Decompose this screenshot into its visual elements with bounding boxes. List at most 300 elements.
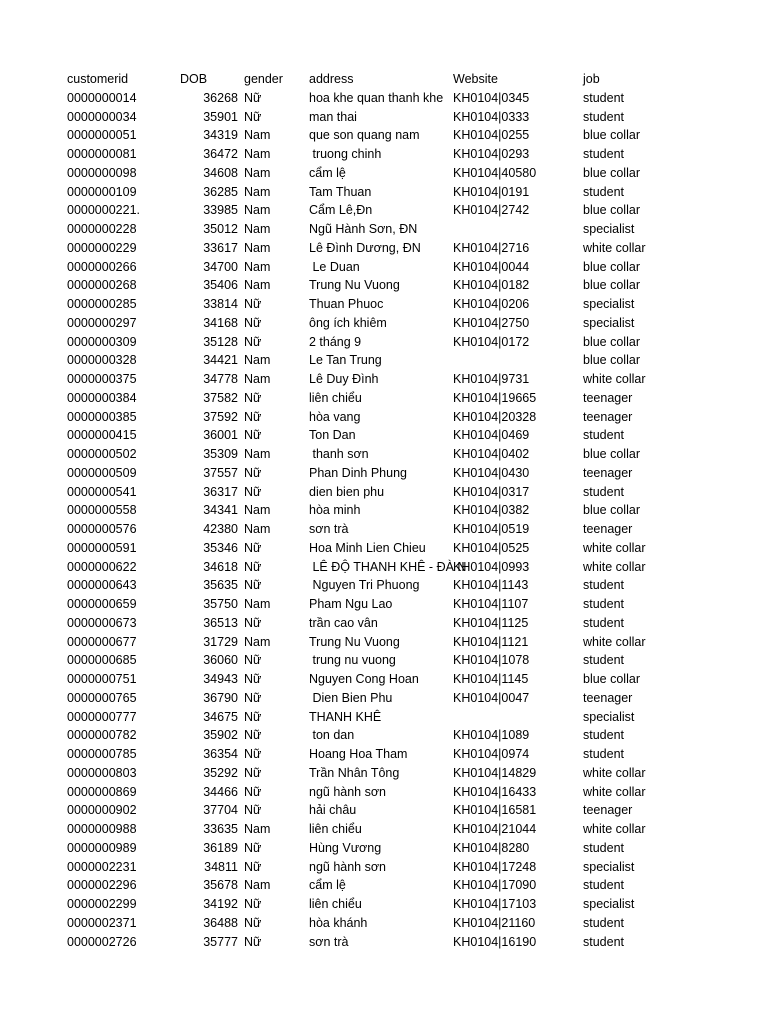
- cell-customerid: 0000002296: [67, 878, 137, 893]
- cell-website: KH0104|1143: [453, 578, 529, 593]
- cell-website: KH0104|0402: [453, 447, 530, 461]
- cell-customerid: 0000002299: [67, 897, 137, 911]
- cell-address: Trung Nu Vuong: [309, 634, 400, 649]
- cell-gender: Nữ: [244, 765, 262, 780]
- cell-website: KH0104|17103: [453, 897, 537, 911]
- cell-dob: 35346: [203, 540, 238, 555]
- table-row: [0, 201, 768, 220]
- cell-gender: Nữ: [244, 390, 262, 405]
- cell-address: THANH KHÊ: [309, 709, 382, 724]
- cell-gender: Nữ: [244, 709, 262, 724]
- cell-job: specialist: [583, 297, 635, 311]
- cell-address: thanh sơn: [309, 447, 369, 461]
- cell-website: KH0104|1078: [453, 653, 530, 668]
- cell-customerid: 0000000384: [67, 390, 137, 405]
- cell-gender: Nữ: [244, 840, 262, 855]
- cell-website: KH0104|0293: [453, 147, 530, 161]
- cell-dob: 37582: [203, 390, 238, 405]
- cell-customerid: 0000000228: [67, 222, 137, 236]
- cell-dob: 36285: [203, 184, 238, 199]
- cell-website: KH0104|2742: [453, 203, 530, 218]
- cell-dob: 34943: [203, 672, 238, 686]
- table-row: [0, 389, 768, 408]
- cell-address: Le Tan Trung: [309, 353, 382, 368]
- cell-customerid: 0000000229: [67, 240, 137, 255]
- cell-dob: 34192: [203, 897, 238, 911]
- cell-gender: Nam: [244, 222, 271, 236]
- cell-customerid: 0000000502: [67, 447, 137, 461]
- cell-job: white collar: [583, 559, 646, 574]
- cell-customerid: 0000000673: [67, 615, 137, 630]
- cell-job: student: [583, 615, 625, 630]
- cell-customerid: 0000000034: [67, 109, 137, 124]
- cell-customerid: 0000000591: [67, 540, 137, 555]
- customer-table: [0, 70, 768, 951]
- cell-dob: 36513: [203, 615, 238, 630]
- cell-dob: 36189: [203, 840, 238, 855]
- cell-dob: 34421: [203, 353, 238, 368]
- cell-gender: Nữ: [244, 915, 262, 930]
- table-row: [0, 520, 768, 539]
- cell-customerid: 0000000677: [67, 634, 137, 649]
- cell-dob: 35406: [203, 278, 238, 293]
- cell-address: Ngũ Hành Sơn, ĐN: [309, 222, 418, 236]
- cell-website: KH0104|0317: [453, 484, 530, 499]
- cell-job: blue collar: [583, 503, 640, 518]
- cell-job: student: [583, 597, 625, 611]
- cell-website: KH0104|0191: [453, 184, 530, 199]
- table-row: [0, 539, 768, 558]
- cell-dob: 35309: [203, 447, 238, 461]
- cell-address: Lê Duy Đình: [309, 372, 379, 386]
- cell-customerid: 0000000509: [67, 465, 137, 480]
- cell-address: dien bien phu: [309, 484, 385, 499]
- cell-customerid: 0000000051: [67, 128, 137, 143]
- cell-gender: Nữ: [244, 672, 262, 686]
- header-row: [0, 70, 768, 89]
- cell-job: student: [583, 428, 625, 443]
- cell-job: white collar: [583, 784, 646, 799]
- cell-website: KH0104|0430: [453, 465, 530, 480]
- cell-customerid: 0000000285: [67, 297, 137, 311]
- table-row: [0, 914, 768, 933]
- cell-gender: Nữ: [244, 334, 262, 349]
- table-row: [0, 426, 768, 445]
- header-address: address: [309, 72, 354, 86]
- table-body: [0, 89, 768, 952]
- cell-dob: 36001: [203, 428, 238, 443]
- cell-job: blue collar: [583, 353, 640, 368]
- cell-website: KH0104|0044: [453, 259, 530, 274]
- cell-job: student: [583, 90, 625, 105]
- cell-job: student: [583, 653, 625, 668]
- cell-job: student: [583, 109, 625, 124]
- cell-dob: 36317: [203, 484, 238, 499]
- cell-customerid: 0000000375: [67, 372, 137, 386]
- cell-address: Ton Dan: [309, 428, 356, 443]
- cell-address: Trần Nhân Tông: [309, 765, 400, 780]
- cell-job: student: [583, 578, 625, 593]
- cell-job: student: [583, 484, 625, 499]
- cell-website: KH0104|0047: [453, 690, 530, 705]
- cell-dob: 34608: [203, 165, 238, 180]
- cell-address: Hoang Hoa Tham: [309, 747, 408, 761]
- cell-dob: 35902: [203, 728, 238, 743]
- cell-customerid: 0000000643: [67, 578, 137, 593]
- cell-job: teenager: [583, 409, 633, 424]
- cell-gender: Nữ: [244, 315, 262, 330]
- cell-customerid: 0000000659: [67, 597, 137, 611]
- cell-customerid: 0000000576: [67, 522, 137, 536]
- table-row: [0, 295, 768, 314]
- table-row: [0, 595, 768, 614]
- cell-gender: Nữ: [244, 484, 262, 499]
- cell-website: KH0104|16581: [453, 803, 537, 818]
- table-row: [0, 258, 768, 277]
- cell-gender: Nam: [244, 597, 271, 611]
- cell-dob: 42380: [203, 522, 238, 536]
- cell-website: KH0104|0519: [453, 522, 530, 536]
- table-row: [0, 745, 768, 764]
- cell-job: student: [583, 840, 625, 855]
- cell-gender: Nữ: [244, 409, 262, 424]
- cell-job: blue collar: [583, 203, 640, 218]
- cell-dob: 33635: [203, 822, 238, 836]
- cell-job: white collar: [583, 634, 646, 649]
- cell-website: KH0104|21160: [453, 915, 536, 930]
- cell-website: KH0104|0206: [453, 297, 530, 311]
- cell-job: blue collar: [583, 165, 640, 180]
- table-row: [0, 276, 768, 295]
- table-row: [0, 126, 768, 145]
- cell-website: KH0104|0255: [453, 128, 530, 143]
- cell-address: truong chinh: [309, 147, 382, 161]
- cell-dob: 34675: [203, 709, 238, 724]
- table-row: [0, 839, 768, 858]
- cell-job: student: [583, 147, 625, 161]
- cell-customerid: 0000000902: [67, 803, 137, 818]
- cell-address: ngũ hành sơn: [309, 859, 387, 874]
- cell-address: Hùng Vương: [309, 840, 382, 855]
- cell-website: KH0104|2750: [453, 315, 530, 330]
- cell-dob: 34341: [203, 503, 238, 518]
- cell-gender: Nam: [244, 822, 271, 836]
- cell-job: teenager: [583, 522, 633, 536]
- cell-website: KH0104|8280: [453, 840, 530, 855]
- cell-gender: Nam: [244, 447, 271, 461]
- cell-dob: 35128: [203, 334, 238, 349]
- cell-gender: Nữ: [244, 428, 262, 443]
- cell-address: liên chiểu: [309, 822, 362, 836]
- table-row: [0, 164, 768, 183]
- table-row: [0, 464, 768, 483]
- cell-customerid: 0000000988: [67, 822, 137, 836]
- cell-gender: Nam: [244, 240, 271, 255]
- cell-customerid: 0000000328: [67, 353, 137, 368]
- cell-customerid: 0000000385: [67, 409, 137, 424]
- table-row: [0, 370, 768, 389]
- cell-website: KH0104|14829: [453, 765, 537, 780]
- cell-dob: 35012: [203, 222, 238, 236]
- cell-gender: Nữ: [244, 934, 262, 949]
- cell-website: KH0104|0993: [453, 559, 530, 574]
- cell-gender: Nữ: [244, 728, 262, 743]
- cell-website: KH0104|0382: [453, 503, 530, 518]
- cell-address: liên chiểu: [309, 390, 362, 405]
- cell-customerid: 0000000098: [67, 165, 137, 180]
- table-row: [0, 333, 768, 352]
- table-row: [0, 651, 768, 670]
- cell-dob: 36354: [203, 747, 238, 761]
- cell-dob: 35635: [203, 578, 238, 593]
- cell-website: KH0104|0345: [453, 90, 530, 105]
- cell-website: KH0104|17248: [453, 859, 537, 874]
- cell-address: que son quang nam: [309, 128, 420, 143]
- table-row: [0, 708, 768, 727]
- table-row: [0, 689, 768, 708]
- cell-address: Trung Nu Vuong: [309, 278, 400, 293]
- cell-job: teenager: [583, 390, 633, 405]
- cell-address: liên chiểu: [309, 897, 362, 911]
- cell-customerid: 0000000685: [67, 653, 137, 668]
- cell-job: specialist: [583, 315, 635, 330]
- header-job: job: [583, 72, 600, 86]
- cell-gender: Nam: [244, 278, 271, 293]
- table-row: [0, 314, 768, 333]
- cell-dob: 34319: [203, 128, 238, 143]
- cell-dob: 34466: [203, 784, 238, 799]
- cell-website: KH0104|1089: [453, 728, 530, 743]
- cell-website: KH0104|0469: [453, 428, 530, 443]
- cell-website: KH0104|0333: [453, 109, 530, 124]
- cell-dob: 33985: [203, 203, 238, 218]
- cell-gender: Nam: [244, 259, 271, 274]
- cell-dob: 36268: [203, 90, 238, 105]
- header-gender: gender: [244, 72, 283, 86]
- cell-gender: Nữ: [244, 859, 262, 874]
- cell-job: blue collar: [583, 447, 640, 461]
- cell-gender: Nữ: [244, 578, 262, 593]
- cell-gender: Nữ: [244, 747, 262, 761]
- cell-website: KH0104|17090: [453, 878, 537, 893]
- table-row: [0, 576, 768, 595]
- cell-address: Nguyen Tri Phuong: [309, 578, 420, 593]
- cell-dob: 35678: [203, 878, 238, 893]
- cell-gender: Nam: [244, 634, 271, 649]
- cell-dob: 36790: [203, 690, 238, 705]
- table-row: [0, 408, 768, 427]
- cell-customerid: 0000000622: [67, 559, 137, 574]
- cell-customerid: 0000000415: [67, 428, 137, 443]
- cell-address: sơn trà: [309, 934, 349, 949]
- cell-gender: Nam: [244, 203, 271, 218]
- header-customerid: customerid: [67, 72, 129, 86]
- table-row: [0, 801, 768, 820]
- cell-job: student: [583, 934, 625, 949]
- table-row: [0, 783, 768, 802]
- cell-dob: 36060: [203, 653, 238, 668]
- cell-customerid: 0000000869: [67, 784, 137, 799]
- cell-customerid: 0000000558: [67, 503, 137, 518]
- cell-dob: 37592: [203, 409, 238, 424]
- cell-customerid: 0000000765: [67, 690, 137, 705]
- cell-gender: Nữ: [244, 109, 262, 124]
- cell-dob: 35777: [203, 934, 238, 949]
- cell-dob: 31729: [203, 634, 238, 649]
- cell-job: teenager: [583, 690, 633, 705]
- cell-address: man thai: [309, 109, 357, 124]
- cell-job: student: [583, 747, 625, 761]
- cell-address: cẩm lệ: [309, 165, 346, 180]
- cell-address: Hoa Minh Lien Chieu: [309, 540, 426, 555]
- cell-address: Nguyen Cong Hoan: [309, 672, 419, 686]
- cell-dob: 35901: [203, 109, 238, 124]
- cell-job: specialist: [583, 859, 635, 874]
- cell-website: KH0104|1121: [453, 634, 529, 649]
- cell-gender: Nữ: [244, 690, 262, 705]
- table-row: [0, 876, 768, 895]
- cell-customerid: 0000000751: [67, 672, 137, 686]
- cell-website: KH0104|21044: [453, 822, 537, 836]
- cell-job: white collar: [583, 240, 646, 255]
- cell-customerid: 0000000109: [67, 184, 137, 199]
- cell-dob: 34778: [203, 372, 238, 386]
- cell-gender: Nữ: [244, 615, 262, 630]
- table-row: [0, 239, 768, 258]
- cell-address: Tam Thuan: [309, 184, 372, 199]
- cell-customerid: 0000000268: [67, 278, 137, 293]
- table-row: [0, 501, 768, 520]
- cell-job: student: [583, 878, 625, 893]
- table-row: [0, 933, 768, 952]
- cell-dob: 37557: [203, 465, 238, 480]
- cell-website: KH0104|0172: [453, 334, 530, 349]
- cell-job: white collar: [583, 540, 646, 555]
- cell-address: Lê Đình Dương, ĐN: [309, 240, 421, 255]
- cell-address: hải châu: [309, 803, 357, 818]
- cell-dob: 34618: [203, 559, 238, 574]
- cell-website: KH0104|1125: [453, 615, 529, 630]
- cell-job: white collar: [583, 765, 646, 780]
- cell-dob: 34168: [203, 315, 238, 330]
- cell-job: specialist: [583, 222, 635, 236]
- table-row: [0, 633, 768, 652]
- cell-customerid: 0000000081: [67, 147, 137, 161]
- cell-gender: Nữ: [244, 90, 262, 105]
- cell-job: white collar: [583, 822, 646, 836]
- cell-website: KH0104|0182: [453, 278, 530, 293]
- cell-customerid: 0000000297: [67, 315, 137, 330]
- cell-website: KH0104|1107: [453, 597, 529, 611]
- cell-address: cẩm lệ: [309, 878, 346, 893]
- cell-address: trung nu vuong: [309, 653, 396, 668]
- cell-address: LÊ ĐỘ THANH KHÊ - ĐÀ N: [309, 559, 467, 574]
- cell-gender: Nữ: [244, 784, 262, 799]
- cell-dob: 33617: [203, 240, 238, 255]
- cell-customerid: 0000000785: [67, 747, 137, 761]
- cell-website: KH0104|16433: [453, 784, 537, 799]
- cell-job: teenager: [583, 465, 633, 480]
- cell-customerid: 0000000309: [67, 334, 137, 349]
- cell-gender: Nam: [244, 147, 271, 161]
- cell-address: Dien Bien Phu: [309, 690, 393, 705]
- cell-gender: Nam: [244, 522, 271, 536]
- table-row: [0, 89, 768, 108]
- cell-gender: Nam: [244, 184, 271, 199]
- cell-dob: 36472: [203, 147, 238, 161]
- cell-website: KH0104|9731: [453, 372, 530, 386]
- cell-customerid: 0000000777: [67, 709, 137, 724]
- cell-dob: 35292: [203, 765, 238, 780]
- cell-address: Phan Dinh Phung: [309, 465, 407, 480]
- cell-customerid: 0000000803: [67, 765, 137, 780]
- header-website: Website: [453, 72, 498, 86]
- cell-address: hòa vang: [309, 409, 361, 424]
- cell-customerid: 0000000221.: [67, 203, 140, 218]
- cell-address: hoa khe quan thanh khe: [309, 90, 444, 105]
- cell-website: KH0104|40580: [453, 165, 537, 180]
- cell-customerid: 0000002726: [67, 934, 137, 949]
- table-row: [0, 445, 768, 464]
- cell-gender: Nữ: [244, 559, 262, 574]
- cell-customerid: 0000000782: [67, 728, 137, 743]
- table-row: [0, 726, 768, 745]
- cell-gender: Nam: [244, 503, 271, 518]
- cell-address: Pham Ngu Lao: [309, 597, 393, 611]
- cell-address: ton dan: [309, 728, 355, 743]
- cell-gender: Nữ: [244, 653, 262, 668]
- cell-customerid: 0000002371: [67, 915, 137, 930]
- cell-website: KH0104|20328: [453, 409, 537, 424]
- cell-customerid: 0000000541: [67, 484, 137, 499]
- cell-gender: Nam: [244, 165, 271, 180]
- cell-job: blue collar: [583, 259, 640, 274]
- cell-dob: 34811: [204, 859, 238, 874]
- cell-gender: Nữ: [244, 465, 262, 480]
- table-row: [0, 614, 768, 633]
- cell-dob: 33814: [203, 297, 238, 311]
- cell-job: white collar: [583, 372, 646, 386]
- cell-address: trần cao vân: [309, 615, 378, 630]
- cell-address: 2 tháng 9: [309, 334, 362, 349]
- cell-customerid: 0000000266: [67, 259, 137, 274]
- cell-address: ông ích khiêm: [309, 315, 387, 330]
- cell-dob: 35750: [203, 597, 238, 611]
- table-row: [0, 145, 768, 164]
- cell-address: Thuan Phuoc: [309, 297, 384, 311]
- cell-address: sơn trà: [309, 522, 349, 536]
- cell-dob: 34700: [203, 259, 238, 274]
- cell-address: hòa minh: [309, 503, 361, 518]
- cell-gender: Nữ: [244, 803, 262, 818]
- table-row: [0, 558, 768, 577]
- cell-job: blue collar: [583, 334, 640, 349]
- cell-website: KH0104|0525: [453, 540, 530, 555]
- cell-gender: Nữ: [244, 540, 262, 555]
- cell-website: KH0104|1145: [453, 672, 529, 686]
- cell-job: specialist: [583, 709, 635, 724]
- cell-job: student: [583, 184, 625, 199]
- cell-job: student: [583, 728, 625, 743]
- cell-customerid: 0000002231: [67, 859, 137, 874]
- table-row: [0, 858, 768, 877]
- cell-gender: Nam: [244, 372, 271, 386]
- cell-job: student: [583, 915, 625, 930]
- cell-dob: 37704: [203, 803, 238, 818]
- table-row: [0, 220, 768, 239]
- table-row: [0, 820, 768, 839]
- cell-website: KH0104|19665: [453, 390, 537, 405]
